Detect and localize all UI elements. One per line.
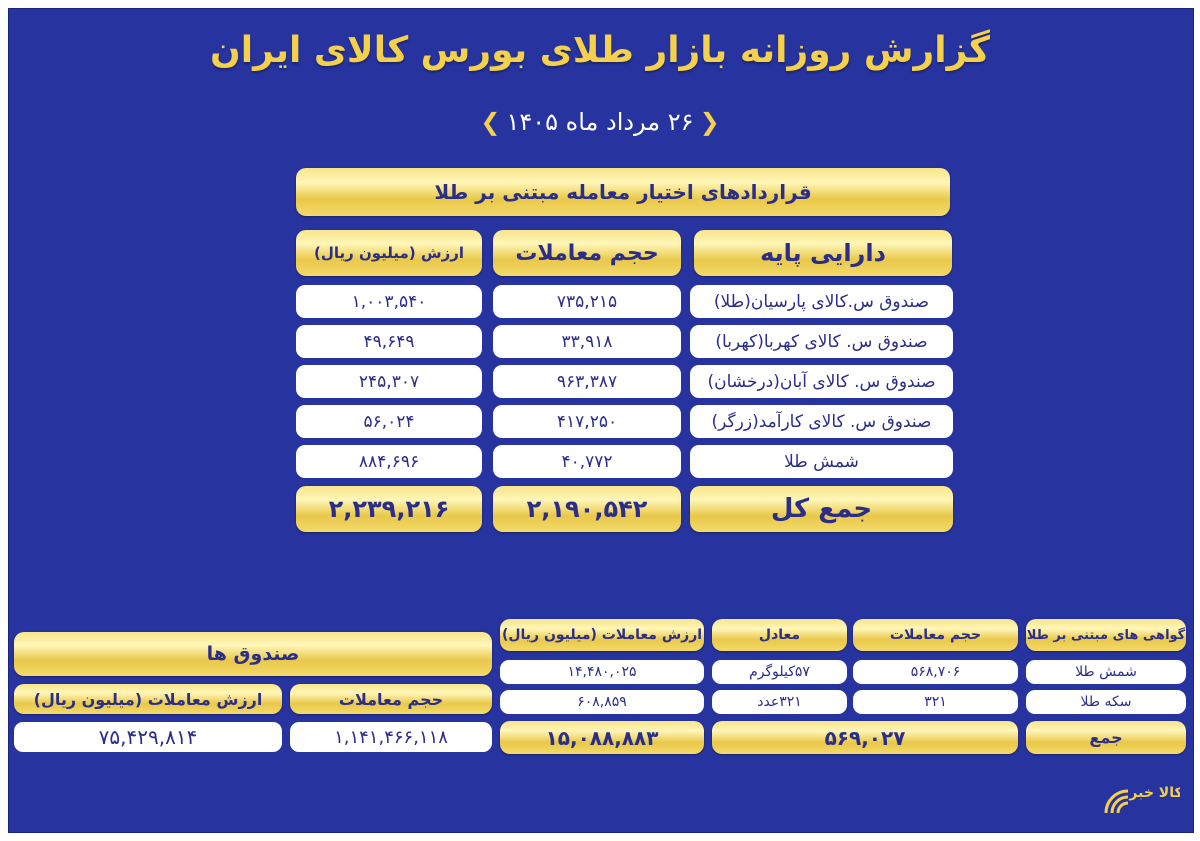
options-row-2-asset: صندوق س. کالای کهربا(کهربا): [690, 325, 953, 358]
options-row-4-value: ۵۶,۰۲۴: [296, 405, 482, 438]
options-col-asset: دارایی پایه: [694, 230, 952, 276]
options-row-5-asset: شمش طلا: [690, 445, 953, 478]
date-bracket-left: ❯: [480, 108, 501, 136]
funds-volume: ۱,۱۴۱,۴۶۶,۱۱۸: [290, 722, 492, 752]
cert-total-value: ۱۵,۰۸۸,۸۸۳: [500, 721, 704, 754]
report-date: [0, 108, 1200, 136]
options-col-volume: حجم معاملات: [493, 230, 681, 276]
options-row-1-value: ۱,۰۰۳,۵۴۰: [296, 285, 482, 318]
cert-row-2-volume: ۳۲۱: [853, 690, 1018, 714]
options-row-3-value: ۲۴۵,۳۰۷: [296, 365, 482, 398]
cert-row-1-value: ۱۴,۴۸۰,۰۲۵: [500, 660, 704, 684]
options-row-1-volume: ۷۳۵,۲۱۵: [493, 285, 681, 318]
cert-row-2-name: سکه طلا: [1026, 690, 1186, 714]
page-title: گزارش روزانه بازار طلای بورس کالای ایران: [210, 30, 990, 71]
cert-col-value: ارزش معاملات (میلیون ریال): [500, 619, 704, 651]
date-text: ۲۶ مرداد ماه ۱۴۰۵: [506, 108, 694, 136]
options-row-2-volume: ۳۳,۹۱۸: [493, 325, 681, 358]
options-row-1-asset: صندوق س.کالای پارسیان(طلا): [690, 285, 953, 318]
cert-col-volume: حجم معاملات: [853, 619, 1018, 651]
options-row-4-asset: صندوق س. کالای کارآمد(زرگر): [690, 405, 953, 438]
logo-text: کالا خبر: [1129, 785, 1180, 801]
date-bracket-right: ❮: [699, 108, 720, 136]
cert-total-volume: ۵۶۹,۰۲۷: [712, 721, 1018, 754]
cert-col-equiv: معادل: [712, 619, 847, 651]
cert-row-1-name: شمش طلا: [1026, 660, 1186, 684]
funds-col-value: ارزش معاملات (میلیون ریال): [14, 684, 282, 714]
cert-total-label: جمع: [1026, 721, 1186, 754]
funds-value: ۷۵,۴۲۹,۸۱۴: [14, 722, 282, 752]
logo-arcs-icon: [1100, 775, 1180, 819]
options-row-4-volume: ۴۱۷,۲۵۰: [493, 405, 681, 438]
kala-khabar-logo: [1100, 775, 1180, 819]
cert-row-2-value: ۶۰۸,۸۵۹: [500, 690, 704, 714]
cert-row-1-equiv: ۵۷کیلوگرم: [712, 660, 847, 684]
options-table-title: قراردادهای اختیار معامله مبتنی بر طلا: [296, 168, 950, 216]
options-total-volume: ۲,۱۹۰,۵۴۲: [493, 486, 681, 532]
cert-row-1-volume: ۵۶۸,۷۰۶: [853, 660, 1018, 684]
options-total-value: ۲,۲۳۹,۲۱۶: [296, 486, 482, 532]
funds-title: صندوق ها: [14, 632, 492, 676]
options-col-value: ارزش (میلیون ریال): [296, 230, 482, 276]
funds-col-volume: حجم معاملات: [290, 684, 492, 714]
options-row-2-value: ۴۹,۶۴۹: [296, 325, 482, 358]
options-row-5-volume: ۴۰,۷۷۲: [493, 445, 681, 478]
options-row-3-volume: ۹۶۳,۳۸۷: [493, 365, 681, 398]
cert-row-2-equiv: ۳۲۱عدد: [712, 690, 847, 714]
options-row-3-asset: صندوق س. کالای آبان(درخشان): [690, 365, 953, 398]
options-row-5-value: ۸۸۴,۶۹۶: [296, 445, 482, 478]
options-total-label: جمع کل: [690, 486, 953, 532]
cert-col-name: گواهی های مبتنی بر طلا: [1026, 619, 1186, 651]
